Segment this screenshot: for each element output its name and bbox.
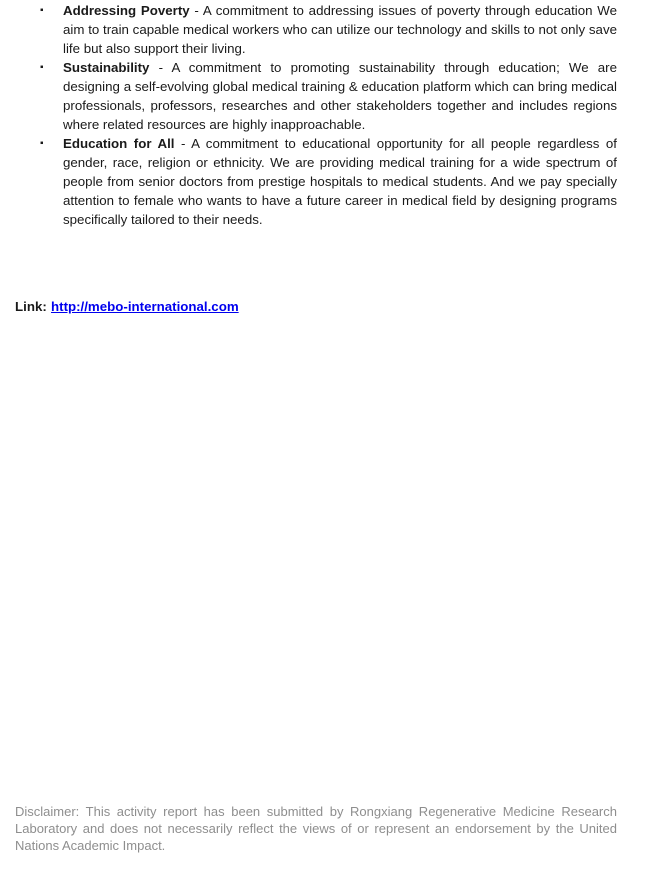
link-label: Link:: [15, 299, 47, 314]
list-item: [0, 1, 617, 58]
square-bullet-icon: ▪: [40, 62, 44, 73]
square-bullet-icon: ▪: [40, 138, 44, 149]
mebo-international-link[interactable]: http://mebo-international.com: [51, 299, 239, 314]
bullet-title: Education for All: [63, 136, 175, 151]
bullet-title: Addressing Poverty: [63, 3, 190, 18]
disclaimer-text: Disclaimer: This activity report has been submitted by Rongxiang Regenerative Medicine Research Laboratory and does not necessarily reflect the views of or represent an endorsement by the United Nations Academic Impact.: [15, 804, 617, 853]
bullet-title: Sustainability: [63, 60, 150, 75]
bullet-body: - A commitment to promoting sustainability through education; We are designing a self-evolving global medical training & education platform which can bring medical professionals, professors, researches and other stakeholders together and includes regions where related resources are highly inapproachable.: [63, 60, 617, 132]
link-line: [15, 297, 239, 316]
bullet-paragraph: [63, 58, 617, 134]
square-bullet-icon: ▪: [40, 5, 44, 16]
bullet-body: - A commitment to addressing issues of poverty through education We aim to train capable medical workers who can utilize our technology and skills to not only save life but also support their living.: [63, 3, 617, 56]
list-item: [0, 134, 617, 229]
bullet-body: - A commitment to educational opportunity for all people regardless of gender, race, religion or ethnicity. We are providing medical training for a wide spectrum of people from senior doctors from prestige hospitals to medical students. And we pay specially attention to female who wants to have a future career in medical field by designing programs specifically tailored to their needs.: [63, 136, 617, 227]
bullet-paragraph: [63, 1, 617, 58]
bullet-paragraph: [63, 134, 617, 229]
list-item: [0, 58, 617, 134]
commitments-list: [0, 1, 617, 229]
